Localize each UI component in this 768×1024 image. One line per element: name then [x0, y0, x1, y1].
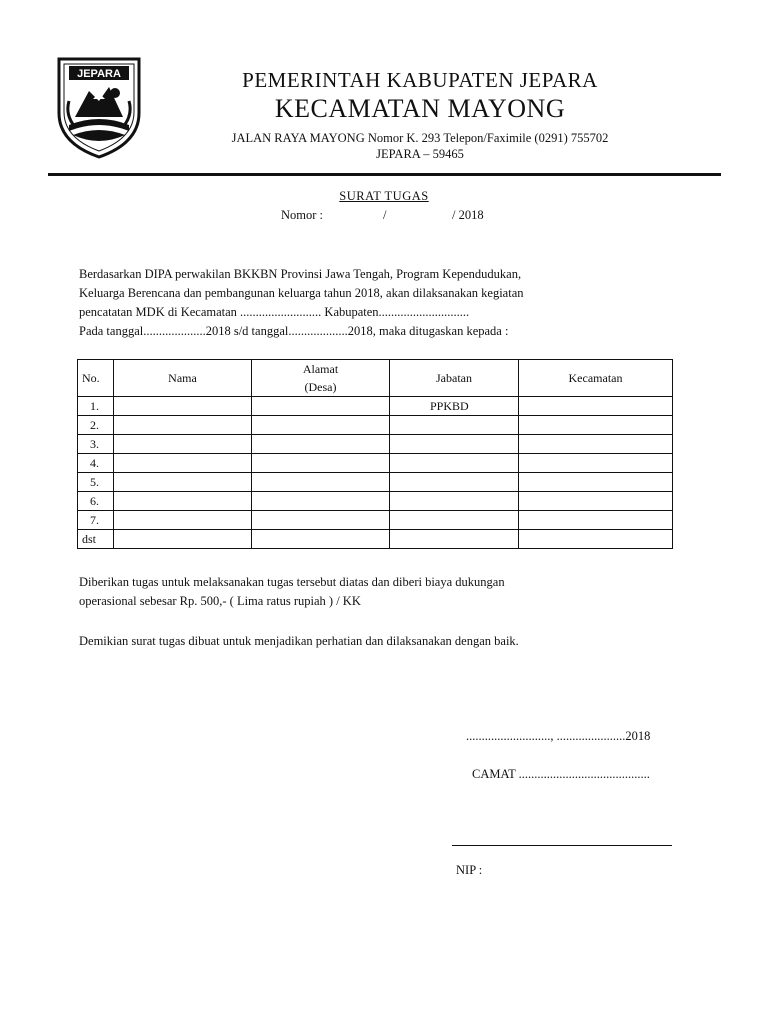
cell-position [390, 530, 519, 549]
header-subdistrict: Kecamatan [519, 360, 673, 397]
cell-name [114, 397, 252, 416]
cell-subdistrict [519, 416, 673, 435]
header-no: No. [78, 360, 114, 397]
cell-subdistrict [519, 511, 673, 530]
cell-position: PPKBD [390, 397, 519, 416]
cell-name [114, 435, 252, 454]
funding-paragraph [79, 573, 679, 611]
cell-name [114, 416, 252, 435]
cell-no: 6. [78, 492, 114, 511]
closing-paragraph [79, 632, 679, 651]
cell-name [114, 511, 252, 530]
number-separator-2: / 2018 [452, 208, 484, 222]
letterhead-divider [48, 173, 721, 176]
header-position: Jabatan [390, 360, 519, 397]
district-name: KECAMATAN MAYONG [274, 94, 566, 123]
cell-subdistrict [519, 435, 673, 454]
table-row [78, 454, 673, 473]
jepara-emblem-logo [55, 55, 143, 160]
table-row [78, 416, 673, 435]
cell-no: 2. [78, 416, 114, 435]
paragraph-line: pencatatan MDK di Kecamatan .......................... Kabupaten............................. [79, 305, 470, 319]
table-row [78, 511, 673, 530]
table-row [78, 492, 673, 511]
table-row [78, 530, 673, 549]
table-row [78, 435, 673, 454]
cell-subdistrict [519, 473, 673, 492]
cell-no: 5. [78, 473, 114, 492]
number-label: Nomor : [281, 208, 324, 222]
table-row [78, 473, 673, 492]
cell-address [252, 473, 390, 492]
opening-paragraph [79, 265, 679, 341]
cell-no: dst [78, 530, 114, 549]
letter-title-text: SURAT TUGAS [339, 189, 429, 203]
cell-address [252, 435, 390, 454]
paragraph-line: operasional sebesar Rp. 500,- ( Lima ratus rupiah ) / KK [79, 594, 361, 608]
letterhead [150, 68, 690, 162]
cell-position [390, 511, 519, 530]
cell-position [390, 473, 519, 492]
cell-subdistrict [519, 397, 673, 416]
cell-no: 4. [78, 454, 114, 473]
signature-line [452, 845, 672, 846]
cell-position [390, 416, 519, 435]
paragraph-line: Demikian surat tugas dibuat untuk menjadikan perhatian dan dilaksanakan dengan baik. [79, 634, 519, 648]
header-address-line1: Alamat [302, 362, 339, 376]
table-row [78, 397, 673, 416]
header-address-line2: (Desa) [304, 380, 337, 394]
cell-no: 1. [78, 397, 114, 416]
cell-address [252, 492, 390, 511]
cell-address [252, 530, 390, 549]
cell-no: 7. [78, 511, 114, 530]
cell-position [390, 492, 519, 511]
cell-position [390, 435, 519, 454]
assignment-table [77, 359, 673, 549]
cell-address [252, 416, 390, 435]
paragraph-line: Pada tanggal....................2018 s/d tanggal...................2018, maka ditugaskan kepada : [79, 324, 509, 338]
paragraph-line: Diberikan tugas untuk melaksanakan tugas tersebut diatas dan diberi biaya dukungan [79, 575, 505, 589]
office-address: JALAN RAYA MAYONG Nomor K. 293 Telepon/Faximile (0291) 755702 [231, 131, 609, 145]
cell-subdistrict [519, 454, 673, 473]
cell-position [390, 454, 519, 473]
government-name: PEMERINTAH KABUPATEN JEPARA [242, 68, 598, 92]
cell-name [114, 454, 252, 473]
header-address [252, 360, 390, 397]
cell-subdistrict [519, 530, 673, 549]
logo-text: JEPARA [77, 68, 121, 80]
cell-name [114, 473, 252, 492]
office-city: JEPARA – 59465 [376, 147, 464, 161]
cell-name [114, 530, 252, 549]
letter-title [0, 189, 768, 204]
paragraph-line: Keluarga Berencana dan pembangunan keluarga tahun 2018, akan dilaksanakan kegiatan [79, 286, 524, 300]
paragraph-line: Berdasarkan DIPA perwakilan BKKBN Provinsi Jawa Tengah, Program Kependudukan, [79, 267, 522, 281]
number-separator-1: / [383, 208, 387, 222]
table-header-row [78, 360, 673, 397]
camat-title: CAMAT .......................................... [472, 767, 650, 781]
cell-address [252, 397, 390, 416]
cell-subdistrict [519, 492, 673, 511]
place-date: ..........................., ......................2018 [466, 729, 651, 743]
cell-address [252, 511, 390, 530]
header-name: Nama [114, 360, 252, 397]
cell-address [252, 454, 390, 473]
cell-no: 3. [78, 435, 114, 454]
nip-label: NIP : [456, 863, 483, 877]
cell-name [114, 492, 252, 511]
